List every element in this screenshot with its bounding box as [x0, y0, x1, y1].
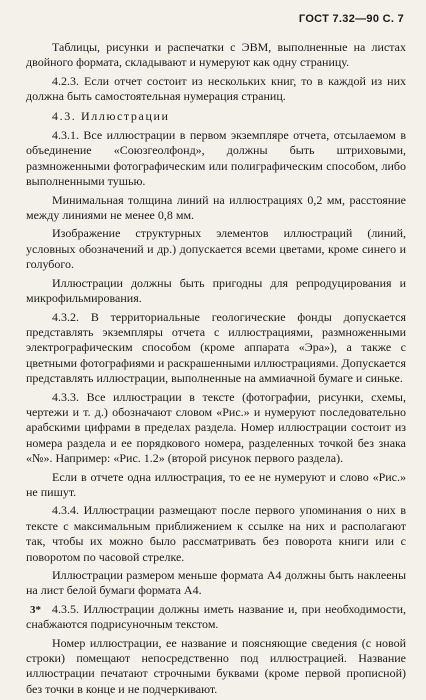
- section-heading: [26, 109, 406, 124]
- paragraph: Иллюстрации должны быть пригодны для репродуцирования и микрофильмирования.: [26, 275, 406, 306]
- page-header: ГОСТ 7.32—90 С. 7: [298, 13, 404, 25]
- paragraph: 4.3.1. Все иллюстрации в первом экземпляре отчета, отсылаемом в объединение «Союзгеолфонд», должны быть штриховыми, размноженными фотографическим или полиграфическим способом, либо выполненными тушью.: [26, 128, 406, 189]
- section-heading-text: 4.3. Иллюстрации: [52, 108, 170, 123]
- paragraph: Иллюстрации размером меньше формата А4 должны быть наклеены на лист белой бумаги формата А4.: [26, 568, 406, 598]
- paragraph: 4.3.4. Иллюстрации размещают после первого упоминания о них в тексте с максимальным приближением к ссылке на них и располагают так, чтобы их можно было рассматривать без поворота книги или с поворотом по часовой стрелке.: [26, 503, 406, 564]
- paragraph: Изображение структурных элементов иллюстраций (линий, условных обозначений и др.) допускается всеми цветами, кроме синего и голубого.: [26, 226, 406, 272]
- paragraph: 4.2.3. Если отчет состоит из нескольких книг, то в каждой из них должна быть самостоятельная нумерация страниц.: [26, 73, 406, 104]
- paragraph: 4.3.2. В территориальные геологические фонды допускается представлять экземпляры отчета с иллюстрациями, размноженными электрографическим способом (кроме аппарата «Эра»), а также с цветными фотографиями и раскрашенными иллюстрациями. Допускается представлять иллюстрации, выполненные на аммиачной бумаге и синьке.: [26, 309, 406, 386]
- paragraph: 4.3.3. Все иллюстрации в тексте (фотографии, рисунки, схемы, чертежи и т. д.) обозначают словом «Рис.» и нумеруют последовательно арабскими цифрами в пределах раздела. Номер иллюстрации состоит из номера раздела и ее порядкового номера, разделенных точкой без знака «№». Например: «Рис. 1.2» (второй рисунок первого раздела).: [26, 389, 406, 466]
- paragraph: Если в отчете одна иллюстрация, то ее не нумеруют и слово «Рис.» не пишут.: [26, 469, 406, 499]
- paragraph: 4.3.5. Иллюстрации должны иметь название и, при необходимости, снабжаются подрисуночным текстом.: [26, 601, 406, 632]
- document-body: [26, 40, 406, 700]
- paragraph: Таблицы, рисунки и распечатки с ЭВМ, выполненные на листах двойного формата, складывают и нумеруют как одну страницу.: [26, 40, 406, 70]
- page-number: 3*: [30, 604, 41, 616]
- paragraph: Минимальная толщина линий на иллюстрациях 0,2 мм, расстояние между линиями не менее 0,8 мм.: [26, 192, 406, 223]
- paragraph: Номер иллюстрации, ее название и поясняющие сведения (с новой строки) помещают непосредственно под иллюстрацией. Название иллюстрации печатают строчными буквами (кроме первой прописной) без точки в конце и не подчеркивают.: [26, 635, 406, 696]
